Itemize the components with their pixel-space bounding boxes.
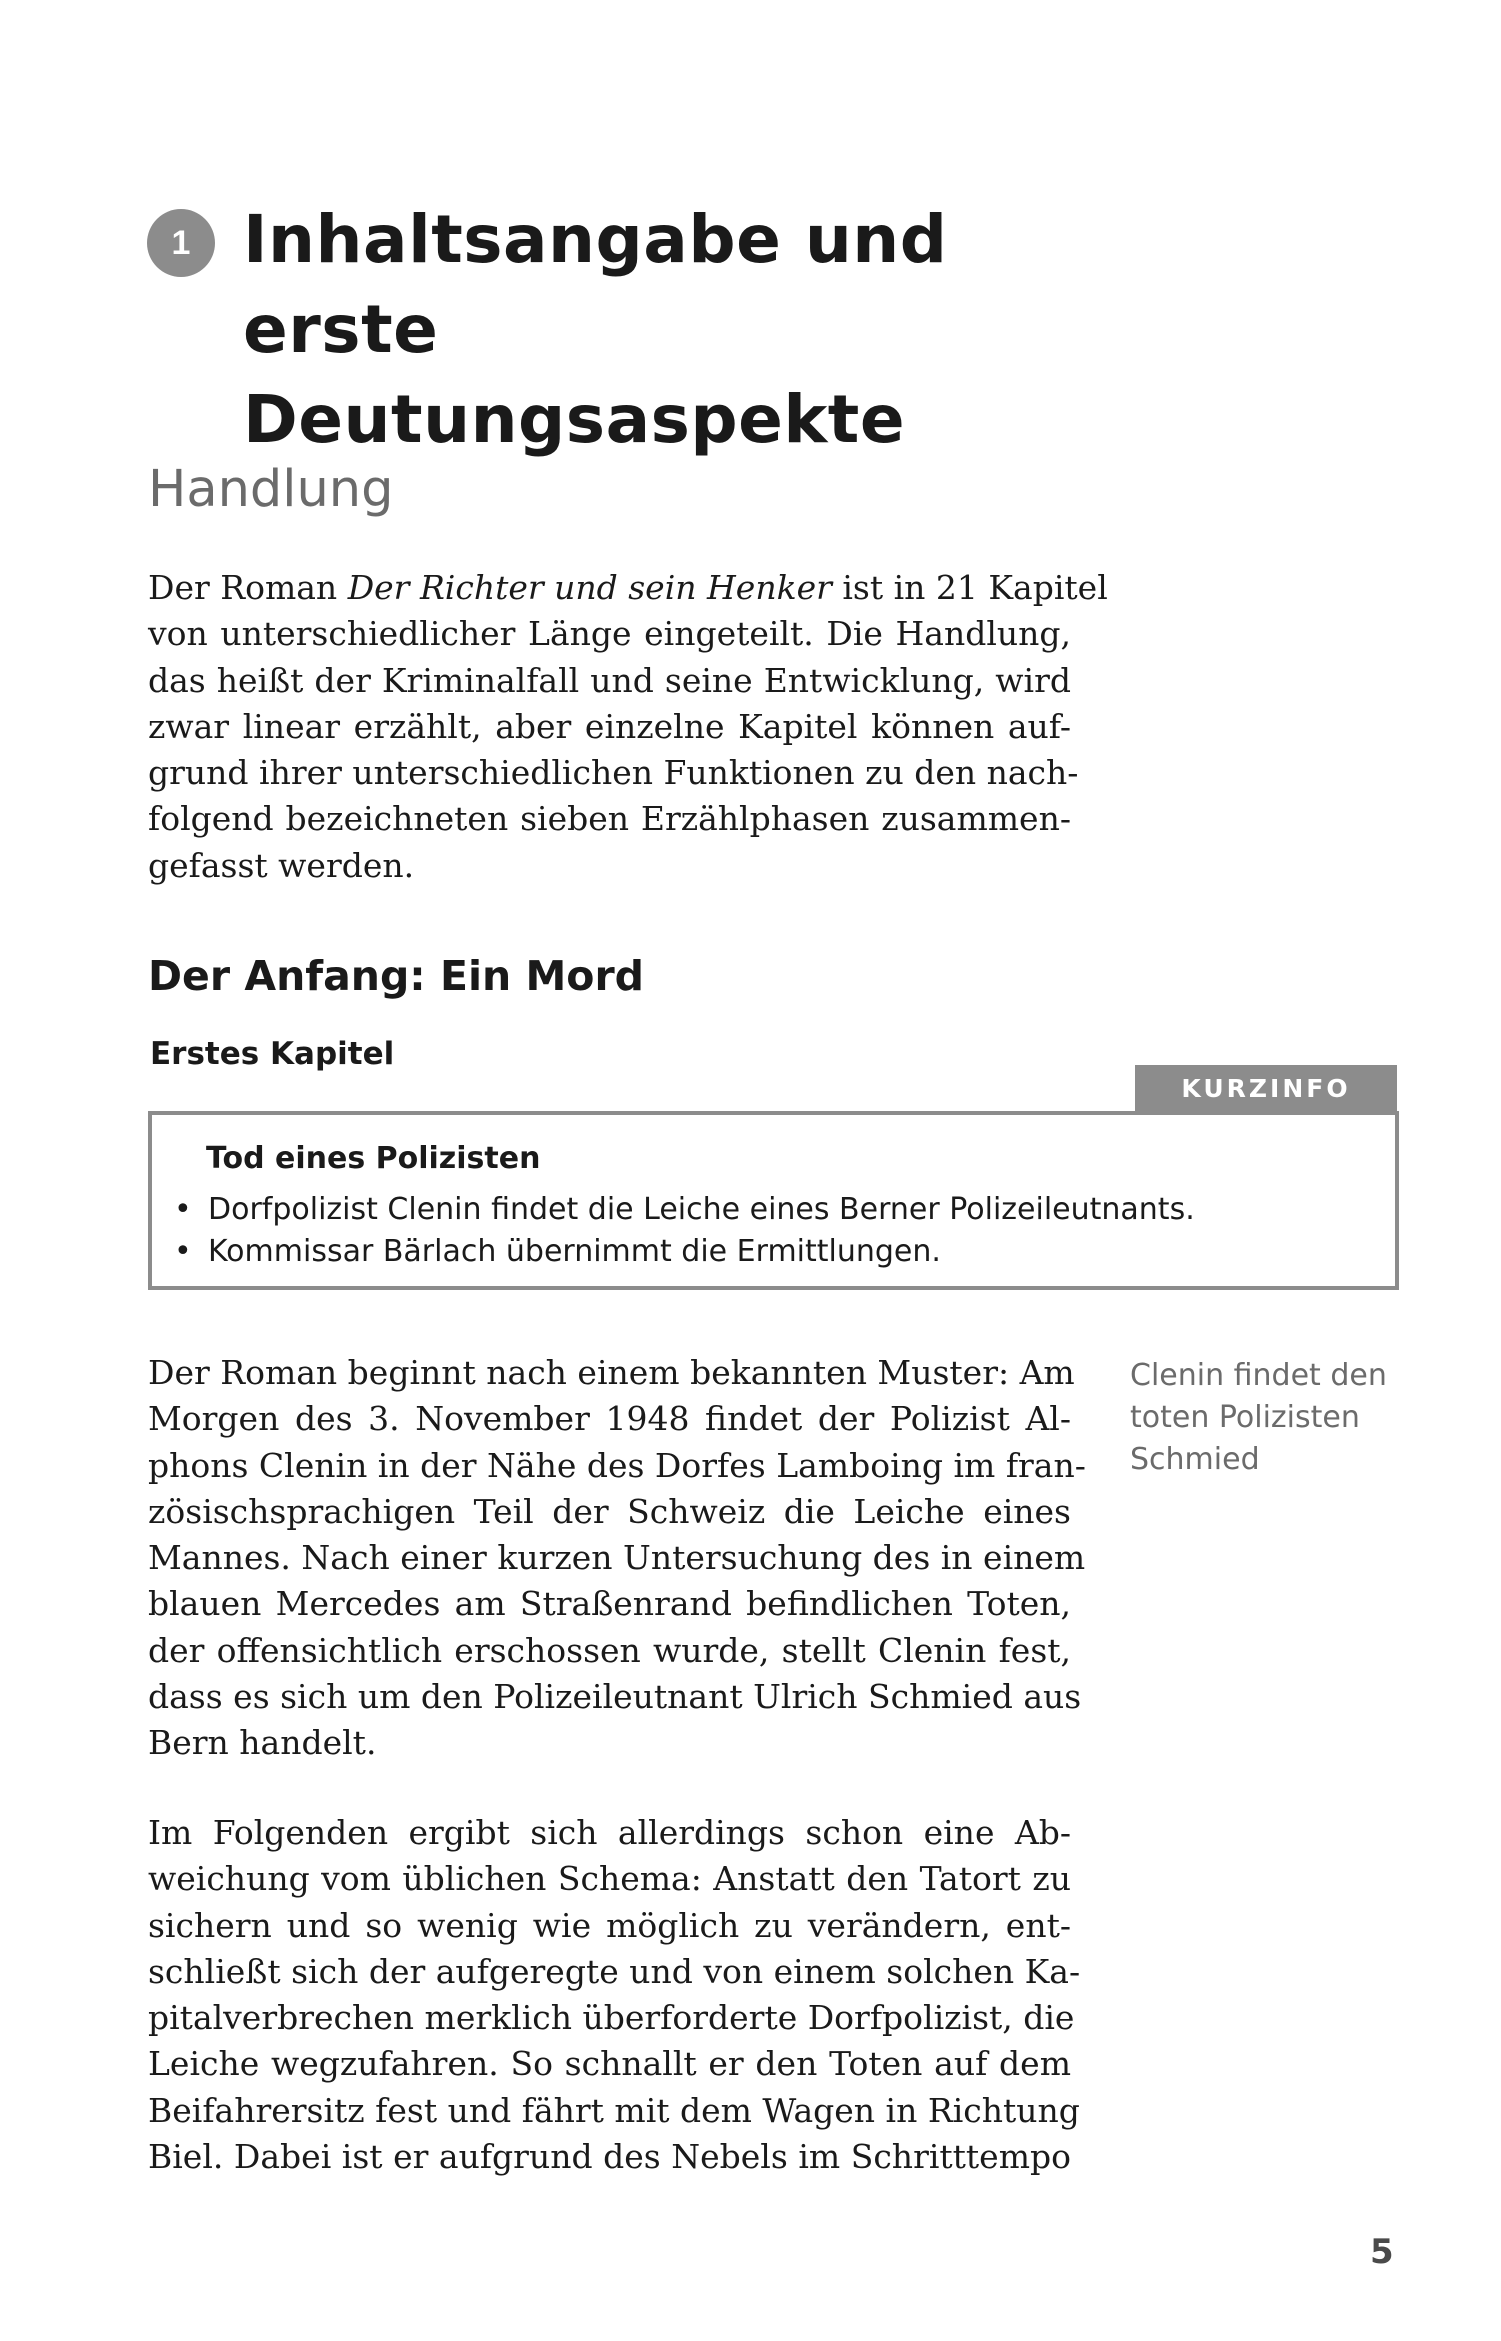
page-number: 5	[1370, 2232, 1394, 2272]
chapter-title-line-1: Inhaltsangabe und erste	[243, 201, 948, 368]
subsection-chapter-label: Erstes Kapitel	[150, 1036, 395, 1072]
kurzinfo-item: • Dorfpolizist Clenin findet die Leiche eines Berner Polizeileutnants.	[174, 1189, 1195, 1231]
paragraph-line: Biel. Dabei ist er aufgrund des Nebels im Schritttempo	[148, 2137, 1071, 2177]
paragraph-line: folgend bezeichneten sieben Erzählphasen zusammen-	[148, 799, 1071, 839]
bullet-icon: •	[174, 1234, 192, 1269]
paragraph-line: Mannes. Nach einer kurzen Untersuchung des in einem	[148, 1538, 1086, 1578]
paragraph-line: phons Clenin in der Nähe des Dorfes Lamboing im fran-	[148, 1445, 1086, 1485]
paragraph-line: Bern handelt.	[148, 1723, 377, 1763]
margin-note-line: Clenin findet den	[1130, 1358, 1387, 1393]
paragraph-line: Der Roman Der Richter und sein Henker ist in 21 Kapitel	[148, 568, 1108, 607]
section-title: Handlung	[148, 460, 394, 519]
paragraph-line: das heißt der Kriminalfall und seine Entwicklung, wird	[148, 660, 1071, 700]
subsection-title: Der Anfang: Ein Mord	[148, 952, 645, 1000]
paragraph-line: zwar linear erzählt, aber einzelne Kapitel können auf-	[148, 706, 1071, 746]
kurzinfo-heading: Tod eines Polizisten	[206, 1141, 541, 1176]
paragraph-2	[148, 1350, 1086, 1767]
paragraph-line: gefasst werden.	[148, 845, 415, 885]
bullet-icon: •	[174, 1192, 192, 1227]
margin-note-line: toten Polizisten	[1130, 1400, 1360, 1435]
kurzinfo-tab: KURZINFO	[1135, 1065, 1397, 1113]
paragraph-line: von unterschiedlicher Länge eingeteilt. Die Handlung,	[148, 614, 1071, 654]
margin-note	[1130, 1355, 1400, 1481]
paragraph-line: pitalverbrechen merklich überforderte Dorfpolizist, die	[148, 1998, 1075, 2038]
chapter-title	[243, 195, 1143, 465]
paragraph-line: weichung vom üblichen Schema: Anstatt den Tatort zu	[148, 1859, 1071, 1899]
margin-note-line: Schmied	[1130, 1442, 1260, 1477]
paragraph-line: blauen Mercedes am Straßenrand befindlichen Toten,	[148, 1584, 1071, 1624]
paragraph-line: Der Roman beginnt nach einem bekannten Muster: Am	[148, 1353, 1075, 1392]
paragraph-line: dass es sich um den Polizeileutnant Ulrich Schmied aus	[148, 1677, 1082, 1717]
paragraph-line: zösischsprachigen Teil der Schweiz die Leiche eines	[148, 1491, 1071, 1531]
paragraph-line: Morgen des 3. November 1948 findet der Polizist Al-	[148, 1399, 1071, 1439]
paragraph-line: sichern und so wenig wie möglich zu verändern, ent-	[148, 1905, 1071, 1945]
chapter-title-line-2: Deutungsaspekte	[243, 381, 906, 458]
paragraph-line: Leiche wegzufahren. So schnallt er den Toten auf dem	[148, 2044, 1071, 2084]
kurzinfo-box	[148, 1111, 1399, 1290]
kurzinfo-item: • Kommissar Bärlach übernimmt die Ermittlungen.	[174, 1231, 1195, 1273]
book-title: Der Richter und sein Henker	[347, 568, 832, 607]
chapter-number-badge: 1	[147, 209, 215, 277]
paragraph-3	[148, 1810, 1081, 2180]
kurzinfo-list	[174, 1189, 1195, 1273]
paragraph-line: der offensichtlich erschossen wurde, stellt Clenin fest,	[148, 1630, 1071, 1670]
paragraph-line: grund ihrer unterschiedlichen Funktionen zu den nach-	[148, 753, 1079, 793]
paragraph-line: Beifahrersitz fest und fährt mit dem Wagen in Richtung	[148, 2090, 1080, 2130]
intro-paragraph	[148, 565, 1108, 889]
paragraph-line: Im Folgenden ergibt sich allerdings schon eine Ab-	[148, 1813, 1071, 1852]
paragraph-line: schließt sich der aufgeregte und von einem solchen Ka-	[148, 1951, 1081, 1991]
